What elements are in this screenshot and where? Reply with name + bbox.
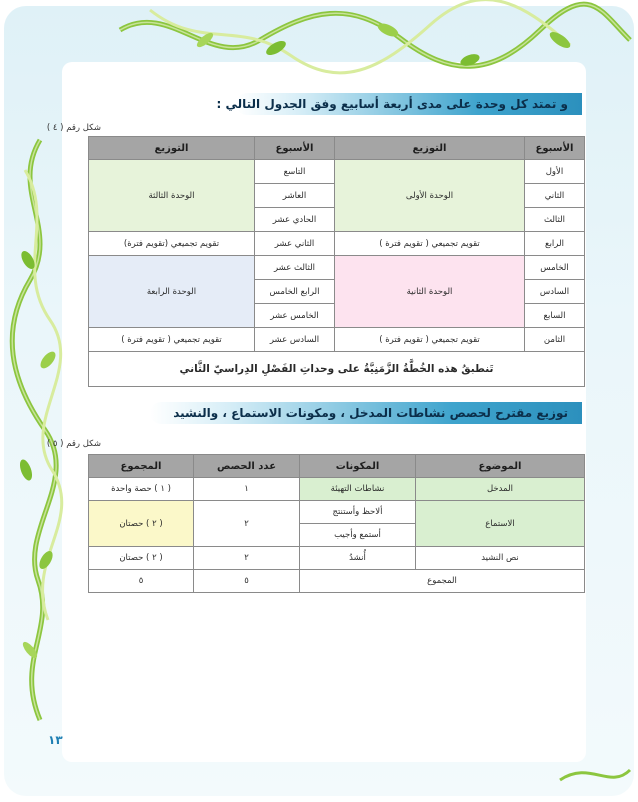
header-topic: الموضوع [416, 455, 585, 478]
week-cell: الخامس عشر [255, 304, 335, 328]
assessment-cell: تقويم تجميعي ( تقويم فترة ) [89, 328, 255, 352]
sum-label-cell: المجموع [300, 570, 585, 593]
weeks-distribution-table [88, 136, 585, 387]
page-number: ١٣ [48, 733, 63, 747]
week-cell: السادس عشر [255, 328, 335, 352]
figure-label: شكل رقم ( ٥ ) [46, 439, 101, 449]
header-components: المكونات [300, 455, 416, 478]
component-cell: نشاطات التهيئة [300, 478, 416, 501]
week-cell: السابع [525, 304, 585, 328]
week-cell: الخامس [525, 256, 585, 280]
week-cell: السادس [525, 280, 585, 304]
week-cell: الثالث عشر [255, 256, 335, 280]
header-distribution: التوزيع [335, 137, 525, 160]
total-cell: ( ٢ ) حصتان [89, 547, 194, 570]
table-row [89, 478, 585, 501]
week-cell: الثاني عشر [255, 232, 335, 256]
table-row [89, 328, 585, 352]
assessment-cell: تقويم تجميعي (تقويم فترة) [89, 232, 255, 256]
table-header-row [89, 137, 585, 160]
week-cell: الحادي عشر [255, 208, 335, 232]
component-cell: أُنشدُ [300, 547, 416, 570]
week-cell: الرابع الخامس [255, 280, 335, 304]
unit-cell: الوحدة الثانية [335, 256, 525, 328]
table-note-row [89, 352, 585, 387]
unit-cell: الوحدة الثالثة [89, 160, 255, 232]
table-row [89, 160, 585, 184]
topic-cell: المدخل [416, 478, 585, 501]
total-cell: ( ٢ ) حصتان [89, 501, 194, 547]
unit-cell: الوحدة الرابعة [89, 256, 255, 328]
sum-count-cell: ٥ [194, 570, 300, 593]
section-heading-text: و تمتد كل وحدة على مدى أربعة أسابيع وفق الجدول التالي : [216, 97, 568, 111]
header-session-count: عدد الحصص [194, 455, 300, 478]
table-sum-row [89, 570, 585, 593]
figure-label: شكل رقم ( ٤ ) [46, 123, 101, 133]
header-distribution: التوزيع [89, 137, 255, 160]
unit-cell: الوحدة الأولى [335, 160, 525, 232]
section-heading-text: توزيع مقترح لحصص نشاطات المدخل ، ومكونات الاستماع ، والنشيد [173, 406, 568, 420]
assessment-cell: تقويم تجميعي ( تقويم فترة ) [335, 328, 525, 352]
component-cell: ألاحظ وأستنتج [300, 501, 416, 524]
total-cell: ( ١ ) حصة واحدة [89, 478, 194, 501]
week-cell: الأول [525, 160, 585, 184]
section-heading-weeks [216, 93, 582, 115]
table-row [89, 232, 585, 256]
header-total: المجموع [89, 455, 194, 478]
count-cell: ١ [194, 478, 300, 501]
table-row [89, 501, 585, 524]
week-cell: التاسع [255, 160, 335, 184]
week-cell: الثامن [525, 328, 585, 352]
table-row [89, 256, 585, 280]
count-cell: ٢ [194, 547, 300, 570]
header-week: الأسبوع [525, 137, 585, 160]
section-heading-sessions [150, 402, 582, 424]
week-cell: الثالث [525, 208, 585, 232]
count-cell: ٢ [194, 501, 300, 547]
week-cell: الرابع [525, 232, 585, 256]
topic-cell: نص النشيد [416, 547, 585, 570]
week-cell: العاشر [255, 184, 335, 208]
sum-total-cell: ٥ [89, 570, 194, 593]
table-row [89, 547, 585, 570]
header-week: الأسبوع [255, 137, 335, 160]
assessment-cell: تقويم تجميعي ( تقويم فترة ) [335, 232, 525, 256]
plan-note: تَنطبقُ هذه الخُطَّةُ الزَّمَنِيَّةُ على وحداتِ الفَصْلِ الدِراسيّ الثَّاني [89, 352, 585, 387]
sessions-distribution-table [88, 454, 585, 593]
week-cell: الثاني [525, 184, 585, 208]
component-cell: أستمع وأجيب [300, 524, 416, 547]
table-header-row [89, 455, 585, 478]
topic-cell: الاستماع [416, 501, 585, 547]
